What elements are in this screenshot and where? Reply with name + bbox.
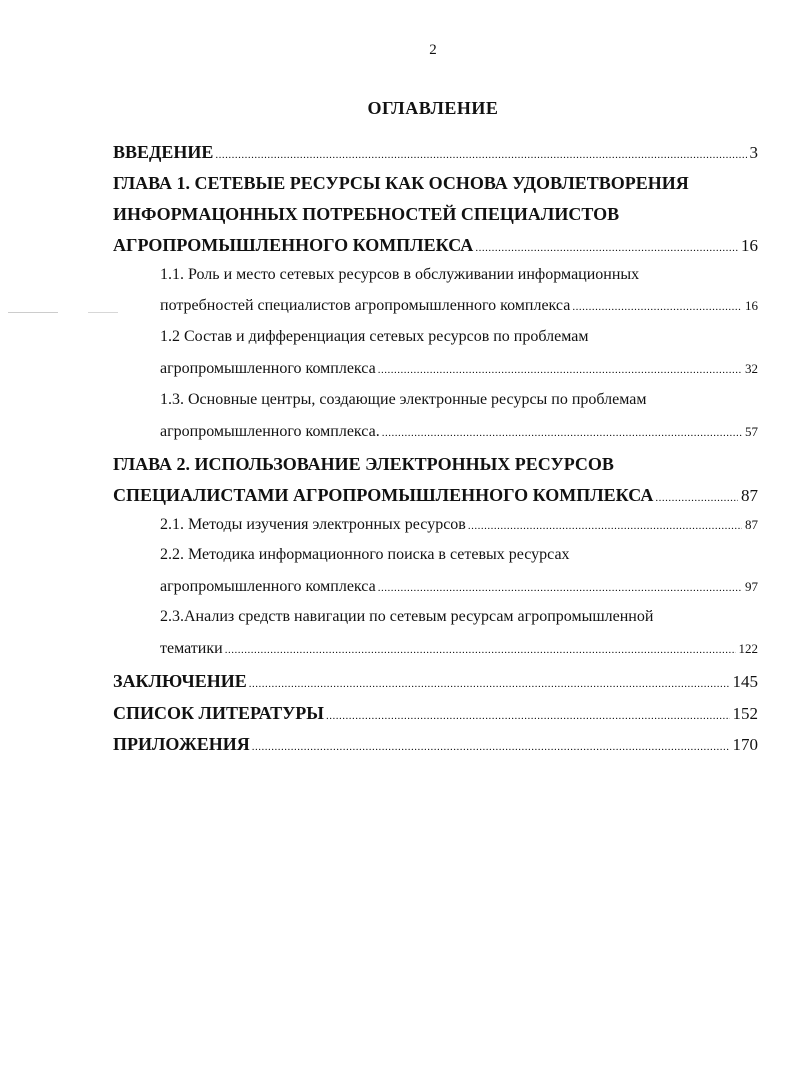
toc-entry-chapter-2-text-2: СПЕЦИАЛИСТАМИ АГРОПРОМЫШЛЕННОГО КОМПЛЕКСА	[113, 485, 654, 505]
toc-leader-dots	[475, 243, 738, 254]
toc-leader-dots	[655, 493, 738, 504]
toc-entry-chapter-1-page: 16	[741, 236, 758, 255]
toc-entry-chapter-2[interactable]	[113, 486, 758, 504]
toc-leader-dots	[468, 521, 742, 532]
toc-leader-dots	[326, 711, 730, 722]
toc-entry-intro[interactable]	[113, 143, 758, 161]
toc-entry-bibliography[interactable]	[113, 704, 758, 722]
toc-leader-dots	[382, 428, 742, 439]
toc-entry-chapter-1-text-1: ГЛАВА 1. СЕТЕВЫЕ РЕСУРСЫ КАК ОСНОВА УДОВЛЕТВОРЕНИЯ	[113, 173, 689, 193]
toc-leader-dots	[215, 150, 746, 161]
toc-entry-section-2-1-text: 2.1. Методы изучения электронных ресурсов	[160, 516, 466, 533]
toc-entry-appendices[interactable]	[113, 735, 758, 753]
toc-entry-section-2-2-line-1[interactable]	[160, 547, 570, 563]
toc-entry-chapter-1-text-3: АГРОПРОМЫШЛЕННОГО КОМПЛЕКСА	[113, 235, 474, 255]
toc-title: ОГЛАВЛЕНИЕ	[367, 98, 499, 118]
toc-entry-section-1-2[interactable]	[160, 361, 758, 377]
toc-entry-section-1-3-text-2: агропромышленного комплекса.	[160, 423, 380, 440]
toc-leader-dots	[225, 645, 736, 656]
toc-entry-section-2-2[interactable]	[160, 579, 758, 595]
toc-entry-section-1-1-line-1[interactable]	[160, 267, 639, 283]
toc-entry-intro-text: ВВЕДЕНИЕ	[113, 142, 214, 162]
toc-entry-section-2-3-page: 122	[738, 641, 758, 656]
toc-entry-section-2-3-text-2: тематики	[160, 640, 223, 657]
toc-entry-section-2-2-page: 97	[745, 579, 758, 594]
toc-entry-section-1-2-text-2: агропромышленного комплекса	[160, 360, 376, 377]
toc-entry-chapter-2-line-1[interactable]	[113, 455, 758, 473]
toc-entry-section-1-3[interactable]	[160, 424, 758, 440]
toc-entry-section-1-1-page: 16	[745, 298, 758, 313]
toc-entry-section-1-2-line-1[interactable]	[160, 329, 588, 345]
toc-leader-dots	[378, 365, 742, 376]
toc-entry-chapter-1-line-2[interactable]	[113, 205, 758, 223]
toc-leader-dots	[378, 583, 742, 594]
toc-entry-section-2-3[interactable]	[160, 641, 758, 657]
toc-entry-section-2-2-text-1: 2.2. Методика информационного поиска в сетевых ресурсах	[160, 546, 570, 563]
toc-entry-chapter-2-text-1: ГЛАВА 2. ИСПОЛЬЗОВАНИЕ ЭЛЕКТРОННЫХ РЕСУРСОВ	[113, 454, 614, 474]
toc-entry-chapter-1-line-1[interactable]	[113, 174, 758, 192]
toc-entry-section-2-2-text-2: агропромышленного комплекса	[160, 578, 376, 595]
toc-entry-section-1-3-page: 57	[745, 424, 758, 439]
toc-entry-appendices-page: 170	[732, 735, 758, 754]
toc-entry-section-1-1-text-1: 1.1. Роль и место сетевых ресурсов в обслуживании информационных	[160, 266, 640, 283]
toc-leader-dots	[252, 742, 730, 753]
toc-entry-section-2-1-page: 87	[745, 517, 758, 532]
toc-entry-chapter-2-page: 87	[741, 486, 758, 505]
toc-entry-section-1-3-line-1[interactable]	[160, 392, 647, 408]
toc-entry-conclusion-page: 145	[732, 672, 758, 691]
toc-entry-section-1-2-text-1: 1.2 Состав и дифференциация сетевых ресурсов по проблемам	[160, 328, 589, 345]
toc-entry-section-2-1[interactable]	[160, 517, 758, 533]
toc-entry-bibliography-page: 152	[732, 704, 758, 723]
toc-entry-bibliography-text: СПИСОК ЛИТЕРАТУРЫ	[113, 703, 324, 723]
toc-entry-section-1-2-page: 32	[745, 361, 758, 376]
toc-entry-conclusion[interactable]	[113, 672, 758, 690]
toc-entry-section-1-1[interactable]	[160, 298, 758, 314]
toc-leader-dots	[572, 302, 742, 313]
toc-entry-appendices-text: ПРИЛОЖЕНИЯ	[113, 734, 250, 754]
scan-artifact	[88, 312, 118, 313]
toc-entry-section-1-3-text-1: 1.3. Основные центры, создающие электронные ресурсы по проблемам	[160, 391, 647, 408]
toc-entry-conclusion-text: ЗАКЛЮЧЕНИЕ	[113, 671, 247, 691]
toc-leader-dots	[249, 679, 730, 690]
toc-entry-section-2-3-line-1[interactable]	[160, 609, 653, 625]
toc-entry-chapter-1[interactable]	[113, 236, 758, 254]
toc-entry-section-1-1-text-2: потребностей специалистов агропромышленного комплекса	[160, 297, 571, 314]
page-number: 2	[429, 42, 437, 58]
toc-entry-intro-page: 3	[749, 143, 758, 162]
toc-entry-section-2-3-text-1: 2.3.Анализ средств навигации по сетевым ресурсам агропромышленной	[160, 608, 654, 625]
scan-artifact	[8, 312, 58, 313]
toc-entry-chapter-1-text-2: ИНФОРМАЦОННЫХ ПОТРЕБНОСТЕЙ СПЕЦИАЛИСТОВ	[113, 204, 620, 224]
